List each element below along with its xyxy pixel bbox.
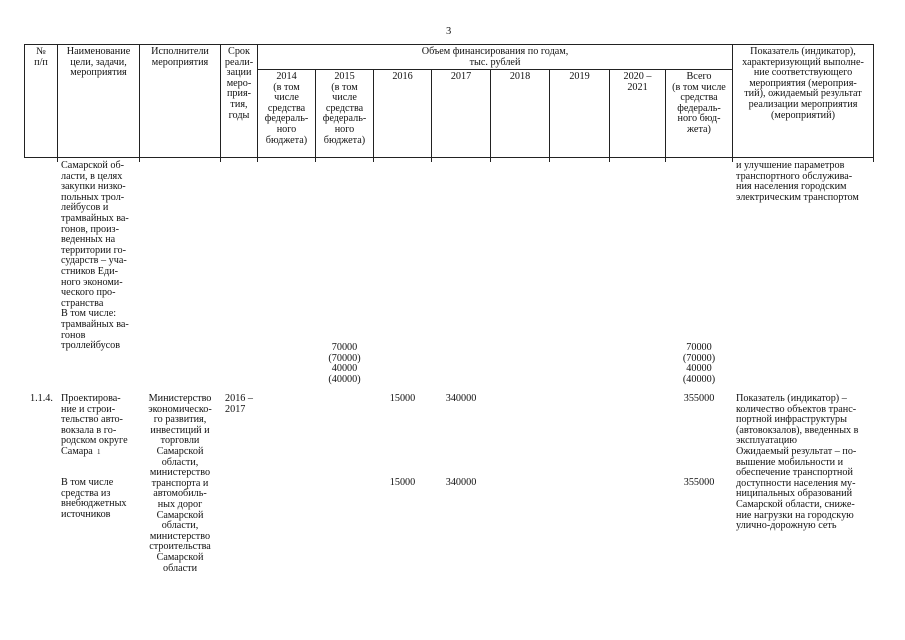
row-114-footnote: 1	[97, 448, 101, 456]
header-num: № п/п	[34, 46, 48, 68]
row-114-executors: Министерство экономическо- го развития, инвестиций и торговли Самарской области, министерство транспорта и автомобиль- ных дорог Самарской области, министерство строительства Самарской области	[148, 393, 212, 574]
cont-tick	[665, 157, 666, 162]
cont-tick	[57, 157, 58, 162]
row-114-name-extra: В том числе средства из внебюджетных источников	[61, 477, 127, 520]
cont-tick	[549, 157, 550, 162]
fin-subheader-border	[257, 69, 732, 70]
header-year-2019: 2019	[569, 71, 590, 82]
row-114-2017-extra: 340000	[445, 477, 477, 488]
header-term: Срок реали- зации меро- прия- тия, годы	[224, 46, 254, 121]
row-cont-indicator: и улучшение параметров транспортного обслужива- ния населения городским электрическим транспортом	[736, 160, 859, 203]
header-total: Всего (в том числе средства федераль- ного бюд- жета)	[672, 71, 726, 135]
row-114-num: 1.1.4.	[30, 393, 53, 404]
row-114-indicator: Показатель (индикатор) – количество объектов транс- портной инфраструктуры (автовокзалов), введенных в эксплуатацию Ожидаемый результат – по- вышение мобильности и обеспечение транспортной доступности населения му- ниципальных образований Самарской области, сниже- ние нагрузки на городскую улично-дорожную сеть	[736, 393, 859, 532]
cont-tick	[373, 157, 374, 162]
row-cont-2015: 70000 (70000) 40000 (40000)	[328, 342, 361, 385]
header-name: Наименование цели, задачи, мероприятия	[66, 46, 131, 79]
row-114-name: Проектирова- ние и строи- тельство авто- вокзала в го- родском округе Самара	[61, 393, 128, 457]
cont-tick	[257, 157, 258, 162]
cont-tick	[490, 157, 491, 162]
cont-tick	[609, 157, 610, 162]
header-year-2017: 2017	[450, 71, 472, 82]
row-114-2016: 15000	[389, 393, 416, 404]
row-114-2017: 340000	[445, 393, 477, 404]
row-114-total: 355000	[683, 393, 715, 404]
cont-tick	[315, 157, 316, 162]
cont-tick	[220, 157, 221, 162]
header-year-2014: 2014 (в том числе средства федераль- ного бюджета)	[264, 71, 309, 146]
row-114-total-extra: 355000	[683, 477, 715, 488]
header-indicator: Показатель (индикатор), характеризующий выполне- ние соответствующего мероприятия (мероприя- тий), ожидаемый результат реализации мероприятия (мероприятий)	[742, 46, 864, 121]
row-cont-total: 70000 (70000) 40000 (40000)	[682, 342, 716, 385]
header-year-2020-2021: 2020 – 2021	[623, 71, 652, 93]
header-bottom-border	[24, 157, 874, 158]
cont-tick	[431, 157, 432, 162]
header-year-2015: 2015 (в том числе средства федераль- ного бюджета)	[322, 71, 367, 146]
cont-tick	[139, 157, 140, 162]
row-114-term: 2016 – 2017	[225, 393, 254, 415]
row-cont-name: Самарской об- ласти, в целях закупки низко- польных трол- лейбусов и трамвайных ва- гонов, произ- веденных на территории го- сударств – уча- стников Еди- ного экономи- ческого про- странства В том числе: трамвайных ва- гонов троллейбусов	[61, 160, 129, 352]
table-right-border	[873, 44, 874, 157]
cont-tick	[873, 157, 874, 162]
cont-tick	[732, 157, 733, 162]
header-executors: Исполнители мероприятия	[151, 46, 209, 68]
header-year-2018: 2018	[509, 71, 531, 82]
header-year-2016: 2016	[392, 71, 413, 82]
page-number: 3	[446, 26, 452, 37]
table-top-border	[24, 44, 874, 45]
row-114-2016-extra: 15000	[389, 477, 416, 488]
header-financing: Объем финансирования по годам, тыс. рублей	[421, 46, 569, 68]
